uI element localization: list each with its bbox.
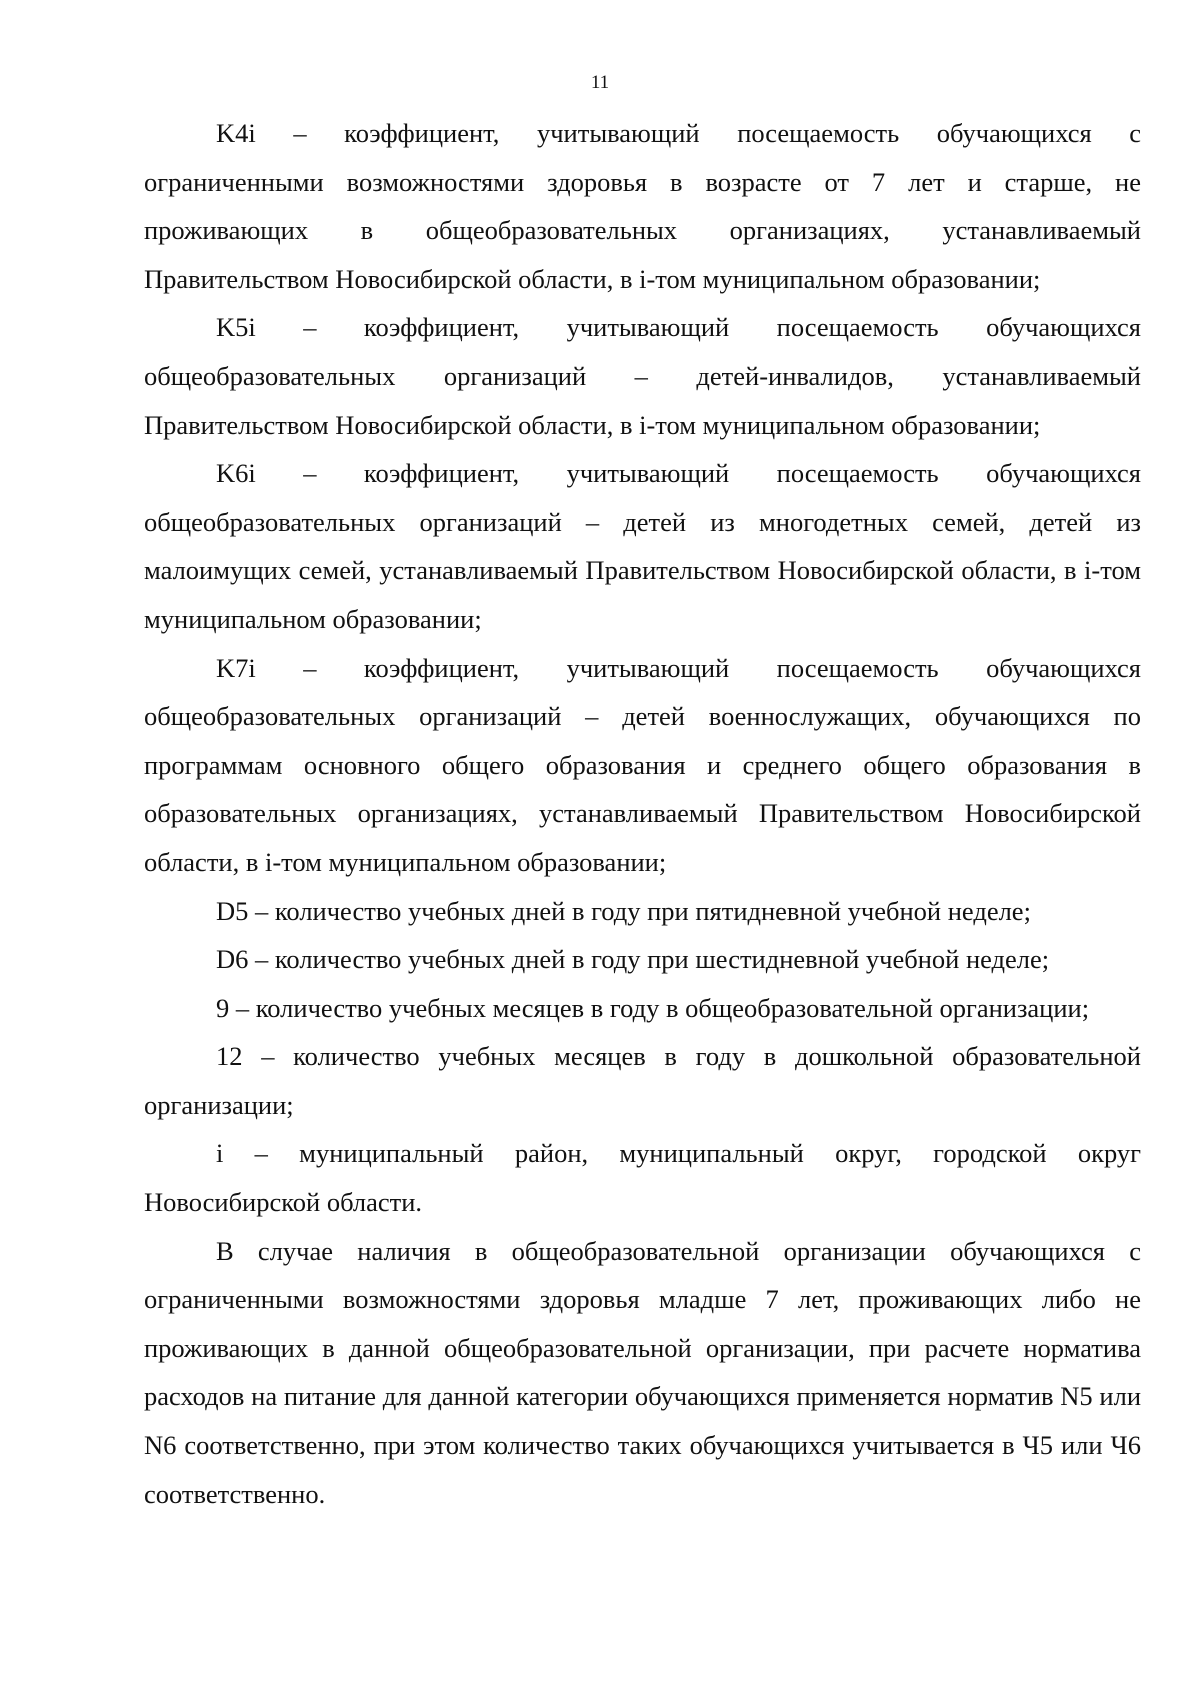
paragraph-d6: D6 – количество учебных дней в году при шестидневной учебной неделе; (216, 944, 1050, 975)
paragraph-i-definition: i – муниципальный район, муниципальный округ, городской округ Новосибирской области. (144, 1138, 1141, 1218)
paragraph-k6i: K6i – коэффициент, учитывающий посещаемость обучающихся общеобразовательных организаций – детей из многодетных семей, детей из малоимущих семей, устанавливаемый Правительством Новосибирской области, в i-том муниципальном образовании; (144, 458, 1141, 634)
paragraph-twelve-months: 12 – количество учебных месяцев в году в дошкольной образовательной организации; (144, 1041, 1141, 1120)
paragraph-k7i: K7i – коэффициент, учитывающий посещаемость обучающихся общеобразовательных организаций – детей военнослужащих, обучающихся по программам основного общего образования и среднего общего образования в образовательных организациях, устанавливаемый Правительством Новосибирской области, в i-том муниципальном образовании; (144, 652, 1141, 877)
paragraph-special-case: В случае наличия в общеобразовательной организации обучающихся с ограниченными возможностями здоровья младше 7 лет, проживающих либо не проживающих в данной общеобразовательной организации, при расчете норматива расходов на питание для данной категории обучающихся применяется норматив N5 или N6 соответственно, при этом количество таких обучающихся учитывается в Ч5 или Ч6 соответственно. (144, 1235, 1141, 1509)
paragraph-nine-months: 9 – количество учебных месяцев в году в общеобразовательной организации; (216, 992, 1090, 1023)
paragraph-d5: D5 – количество учебных дней в году при пятидневной учебной неделе; (216, 895, 1031, 926)
document-body (144, 109, 1141, 1518)
paragraph-k4i: K4i – коэффициент, учитывающий посещаемость обучающихся с ограниченными возможностями здоровья в возрасте от 7 лет и старше, не проживающих в общеобразовательных организациях, устанавливаемый Правительством Новосибирской области, в i-том муниципальном образовании; (144, 118, 1141, 294)
page-number: 11 (590, 72, 610, 93)
paragraph-k5i: K5i – коэффициент, учитывающий посещаемость обучающихся общеобразовательных организаций – детей-инвалидов, устанавливаемый Правительством Новосибирской области, в i-том муниципальном образовании; (144, 312, 1141, 440)
